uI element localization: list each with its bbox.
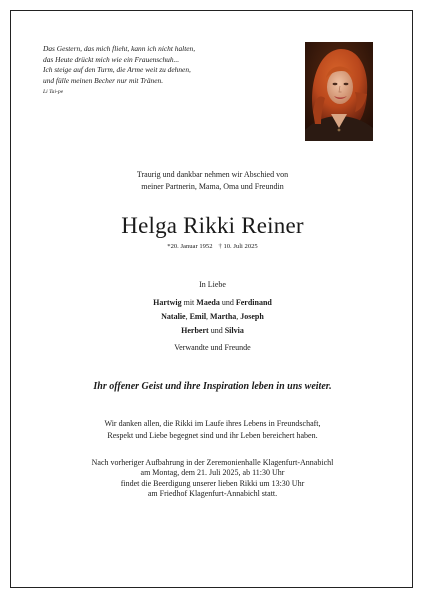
family-name: Maeda bbox=[196, 298, 220, 307]
portrait-photo bbox=[305, 42, 373, 141]
birth-date: *20. Januar 1952 bbox=[167, 243, 213, 250]
family-row bbox=[0, 310, 425, 324]
thanks-line: Respekt und Liebe begegnet sind und ihr Leben bereichert haben. bbox=[107, 430, 318, 440]
family-name: Joseph bbox=[240, 312, 264, 321]
deceased-name: Helga Rikki Reiner bbox=[121, 213, 304, 238]
thanks-text bbox=[0, 418, 425, 441]
death-date: † 10. Juli 2025 bbox=[218, 243, 258, 250]
family-name: Silvia bbox=[224, 326, 244, 335]
motto: Ihr offener Geist und ihre Inspiration leben in uns weiter. bbox=[93, 381, 332, 392]
name-separator: , bbox=[236, 312, 241, 321]
funeral-info bbox=[0, 458, 425, 500]
poem-line: und fülle meinen Becher nur mit Tränen. bbox=[43, 75, 164, 85]
intro-text bbox=[0, 169, 425, 193]
name-separator: und bbox=[219, 298, 236, 307]
intro-line: meiner Partnerin, Mama, Oma und Freundin bbox=[141, 181, 284, 191]
name-separator: mit bbox=[181, 298, 197, 307]
family-name: Ferdinand bbox=[235, 298, 272, 307]
poem-line: das Heute drückt mich wie ein Frauenschuh... bbox=[43, 54, 180, 64]
relatives-and-friends: Verwandte und Freunde bbox=[174, 343, 251, 352]
funeral-line: am Friedhof Klagenfurt-Annabichl statt. bbox=[147, 489, 278, 499]
mourners-heading: In Liebe bbox=[199, 280, 226, 289]
family-name: Hartwig bbox=[153, 298, 182, 307]
family-list bbox=[0, 296, 425, 338]
name-separator: , bbox=[185, 312, 190, 321]
family-name: Herbert bbox=[181, 326, 209, 335]
poem-line: Das Gestern, das mich flieht, kann ich nicht halten, bbox=[43, 44, 196, 53]
poem bbox=[43, 44, 283, 86]
family-row bbox=[0, 296, 425, 310]
name-separator: , bbox=[206, 312, 211, 321]
funeral-line: am Montag, dem 21. Juli 2025, ab 11:30 Uhr bbox=[140, 468, 285, 478]
funeral-line: Nach vorheriger Aufbahrung in der Zeremonienhalle Klagenfurt-Annabichl bbox=[91, 458, 334, 467]
poem-author: Li Tai-pe bbox=[43, 89, 64, 95]
life-dates bbox=[0, 243, 425, 250]
intro-line: Traurig und dankbar nehmen wir Abschied von bbox=[136, 170, 289, 179]
family-row bbox=[0, 324, 425, 338]
portrait-image bbox=[305, 42, 373, 141]
family-name: Martha bbox=[210, 312, 237, 321]
family-name: Natalie bbox=[161, 312, 186, 321]
name-separator: und bbox=[208, 326, 225, 335]
funeral-line: findet die Beerdigung unserer lieben Rikki um 13:30 Uhr bbox=[120, 478, 305, 488]
family-name: Emil bbox=[189, 312, 207, 321]
poem-line: Ich steige auf den Turm, die Arme weit zu dehnen, bbox=[43, 65, 191, 75]
thanks-line: Wir danken allen, die Rikki im Laufe ihres Lebens in Freundschaft, bbox=[104, 419, 321, 428]
